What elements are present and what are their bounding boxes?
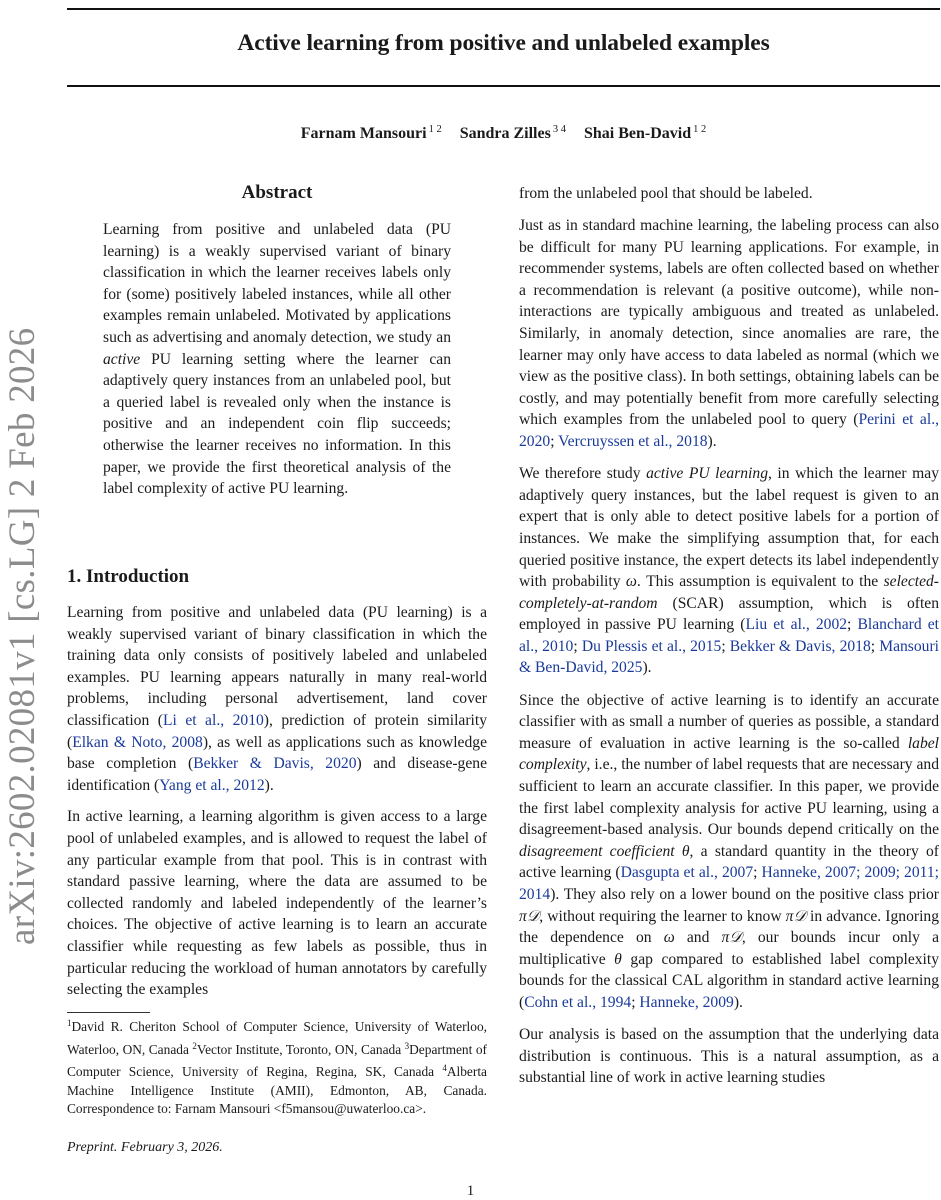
citation-link[interactable]: Hanneke, 2007; 2009; 2011; 2014: [519, 864, 939, 903]
author: Shai Ben-David $^{1 2}$: [583, 124, 707, 142]
citation-link[interactable]: Yang et al., 2012: [159, 776, 265, 794]
citation-link[interactable]: Bekker & Davis, 2020: [193, 755, 357, 773]
citation-link[interactable]: Bekker & Davis, 2018: [729, 637, 871, 655]
paper-title: Active learning from positive and unlabeled examples: [237, 30, 770, 56]
paragraph: In active learning, a learning algorithm is given access to a large pool of unlabeled examples, and is allowed to request the label of any particular example from that pool. This is in contrast with standard passive learning, where the data are assumed to be collected randomly and labeled independently of the learner’s choices. The objective of active learning is to learn an accurate classifier while requesting as few labels as possible, thus in particular reducing the workload of human annotators by carefully selecting the examples: [67, 808, 487, 999]
author: Sandra Zilles $^{3 4}$: [459, 124, 566, 142]
citation-link[interactable]: Blanchard et al., 2010: [519, 616, 940, 655]
citation-link[interactable]: Cohn et al., 1994: [524, 993, 632, 1011]
title-bottom-rule: [67, 85, 940, 87]
right-column: [519, 183, 939, 1089]
abstract-body: Learning from positive and unlabeled data (PU learning) is a weakly supervised variant of binary classification in which the learner receives labels only for (some) positively labeled instances, while all other examples remain unlabeled. Motivated by applications such as advertising and anomaly detection, we study an active PU learning setting where the learner can adaptively query instances from an unlabeled pool, but a queried label is revealed only when the instance is positive and an independent coin flip succeeds; otherwise the learner receives no information. In this paper, we provide the first theoretical analysis of the label complexity of active PU learning.: [103, 221, 451, 498]
citation-link[interactable]: Elkan & Noto, 2008: [72, 733, 203, 751]
abstract-heading: Abstract: [241, 182, 313, 203]
page-number: 1: [466, 1183, 475, 1199]
paragraph: Our analysis is based on the assumption that the underlying data distribution is continuous. This is a natural assumption, as a substantial line of work in active learning studies: [519, 1025, 939, 1087]
footnote-rule: [67, 1012, 150, 1013]
preprint-notice: Preprint. February 3, 2026.: [67, 1140, 223, 1155]
introduction-body: [67, 602, 487, 1001]
citation-link[interactable]: Vercruyssen et al., 2018: [558, 433, 708, 451]
author: Farnam Mansouri $^{1 2}$: [300, 124, 442, 142]
paragraph: Just as in standard machine learning, the labeling process can also be difficult for many PU learning applications. For example, in recommender systems, labels are often collected based on whether a recommendation is relevant (a positive outcome), while non-interactions are typically ambiguous and treated as unlabeled. Similarly, in anomaly detection, since anomalies are rare, the learner may only have access to data labeled as normal (which we view as the positive class). In both settings, obtaining labels can be costly, and may potentially benefit from more carefully selecting which examples from the unlabeled pool to query (Perini et al., 2020; Vercruyssen et al., 2018).: [519, 217, 939, 451]
paragraph: We therefore study active PU learning, in which the learner may adaptively query instances, but the label request is given to an expert that is only able to detect positive labels for a portion of instances. We make the simplifying assumption that, for each queried positive instance, the expert detects its label independently with probability ω. This assumption is equivalent to the selected-completely-at-random (SCAR) assumption, which is often employed in passive PU learning (Liu et al., 2002; Blanchard et al., 2010; Du Plessis et al., 2015; Bekker & Davis, 2018; Mansouri & Ben-David, 2025).: [519, 465, 940, 677]
section-heading-introduction: 1. Introduction: [67, 566, 190, 587]
citation-link[interactable]: Li et al., 2010: [162, 711, 264, 729]
citation-link[interactable]: Dasgupta et al., 2007: [620, 864, 754, 882]
affiliations-footnote: $^1$David R. Cheriton School of Computer Science, University of Waterloo, Waterloo, ON, Canada $^2$Vector Institute, Toronto, ON, Canada $^3$Department of Computer Science, University of Regina, Regina, SK, Canada $^4$Alberta Machine Intelligence Institute (AMII), Edmonton, AB, Canada. Correspondence to: Farnam Mansouri <f5mansou@uwaterloo.ca>.: [67, 1018, 487, 1116]
citation-link[interactable]: Mansouri & Ben-David, 2025: [519, 637, 939, 677]
paragraph: Learning from positive and unlabeled data (PU learning) is a weakly supervised variant of binary classification in which the training data only consists of positively labeled and unlabeled examples. PU learning appears naturally in many real-world problems, including personal advertisement, land cover classification (Li et al., 2010), prediction of protein similarity (Elkan & Noto, 2008), as well as applications such as knowledge base completion (Bekker & Davis, 2020) and disease-gene identification (Yang et al., 2012).: [67, 604, 487, 794]
citation-link[interactable]: Liu et al., 2002: [745, 616, 848, 634]
paragraph: Since the objective of active learning is to identify an accurate classifier with as small a number of queries as possible, a standard measure of evaluation in active learning is the so-called label complexity, i.e., the number of label requests that are necessary and sufficient to learn an accurate classifier. In this paper, we provide the first label complexity analysis for active PU learning, using a disagreement-based analysis. Our bounds depend critically on the disagreement coefficient θ, a standard quantity in the theory of active learning (Dasgupta et al., 2007; Hanneke, 2007; 2009; 2011; 2014). They also rely on a lower bound on the positive class prior π𝒟, without requiring the learner to know π𝒟 in advance. Ignoring the dependence on ω and π𝒟, our bounds incur only a multiplicative θ gap compared to established label complexity bounds for the classical CAL algorithm in standard active learning (Cohn et al., 1994; Hanneke, 2009).: [519, 691, 940, 1011]
citation-link[interactable]: Du Plessis et al., 2015: [581, 637, 722, 655]
citation-link[interactable]: Hanneke, 2009: [639, 993, 734, 1011]
top-rule: [67, 8, 940, 10]
author-list: [67, 124, 940, 143]
paragraph: from the unlabeled pool that should be labeled.: [519, 185, 813, 202]
citation-link[interactable]: Perini et al., 2020: [519, 411, 939, 451]
